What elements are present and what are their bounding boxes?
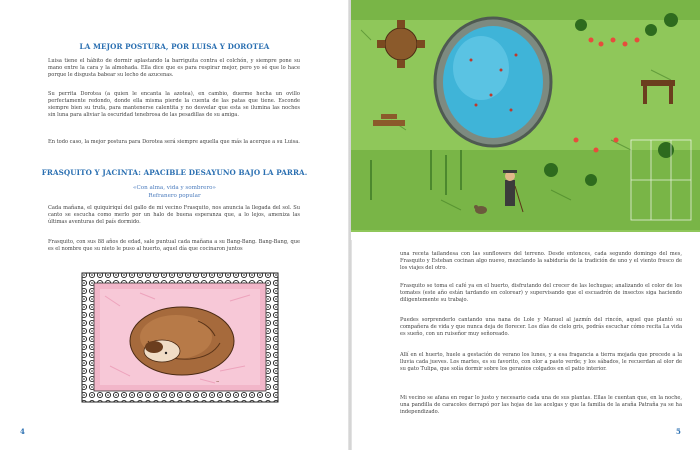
paragraph-rooster: Cada mañana, el quiquiriquí del gallo de mi vecino Frasquito, nos anuncia la llegada del sol. Su canto se escucha como merlo por un halo de buena esperanza que, a lo lejos, ameniza las últimas aventuras del país dormido. xyxy=(48,205,300,226)
garden-pond-illustration xyxy=(351,0,700,240)
paragraph-singing: Puedes sorprenderlo cantando una nana de Lole y Manuel al jazmín del rincón, aquel que plantó su compañera de vida y que nunca deja de florecer. Los días de cielo gris, podrás escuchar cómo recita La vida es sueño, con un ruiseñor muy señoreado. xyxy=(400,317,682,338)
paragraph-watering: Mi vecino se afana en regar lo justo y necesario cada una de sus plantas. Ellas le cuentan que, en la noche, una pandilla de caracoles derrapó por las hojas de las acelgas y que la familia de la araña Patraña ya se ha independizado. xyxy=(400,395,682,416)
sleeping-dog-illustration xyxy=(80,271,280,404)
paragraph-dorotea: Su perrita Dorotea (a quien le encanta la azotea), en cambio, duerme hecha un ovillo perfectamente redondo, donde ella misma pierde la cuenta de las patas que tiene. Esconde siempre bien su trufa, para mantenerse calentita y no desvelar que esta se ilumina las noches sin luna para aliviar la oscuridad tenebrosa de las pesadillas de su amiga. xyxy=(48,91,300,119)
epigraph-quote: «Con alma, vida y sombrero» xyxy=(133,185,216,191)
paragraph-luisa: Luisa tiene el hábito de dormir aplastando la barriguita contra el colchón, y siempre pone su mano entre la cara y la almohada. Ella dice que es para respirar mejor, pero yo sé que lo hace porque le disgusta babear su lecho de azucenas. xyxy=(48,58,300,79)
page-number-right: 5 xyxy=(676,427,681,436)
svg-text:~: ~ xyxy=(216,379,220,384)
epigraph-source: Refranero popular xyxy=(148,193,201,199)
paragraph-recipe: una receta tailandesa con las sunflowers del terreno. Desde entonces, cada segundo domingo del mes, Frasquito y Esteban cocinan algo nuevo, mezclando la sabiduría de la tradición de uno y el viento fresco de los viajes del otro. xyxy=(400,251,682,272)
page-number-left: 4 xyxy=(20,427,25,436)
section-title-frasquito: FRASQUITO Y JACINTA: APACIBLE DESAYUNO BAJO LA PARRA. xyxy=(41,168,308,177)
paragraph-smells: Allí en el huerto, huele a gestación de verano los lunes, y a esa fragancia a tierra mojada que precede a la lluvia cada jueves. Los martes, es su favorito, con olor a pasto verde; y los sábados, le recuerdan al olor de su gato Tulipa, que solía dormir sobre los geranios colgados en el patio interior. xyxy=(400,352,682,373)
section-title-best-posture: LA MEJOR POSTURA, POR LUISA Y DOROTEA xyxy=(79,42,270,51)
paragraph-frasquito: Frasquito, con sus 88 años de edad, sale puntual cada mañana a su Bang-Bang. Bang-Bang, que es el nombre que su nieto le puso al huerto, aquel día que cocinaron juntos xyxy=(48,239,300,253)
paragraph-coffee: Frasquito se toma el café ya en el huerto, disfrutando del crecer de las lechugas; analizando el color de los tomates (este año están tardando en colorear) y supervisando que el escuadrón de insectos siga haciendo diligentemente su trabajo. xyxy=(400,283,682,304)
paragraph-best-posture: En todo caso, la mejor postura para Dorotea será siempre aquella que más la acerque a su Luisa. xyxy=(48,139,300,145)
